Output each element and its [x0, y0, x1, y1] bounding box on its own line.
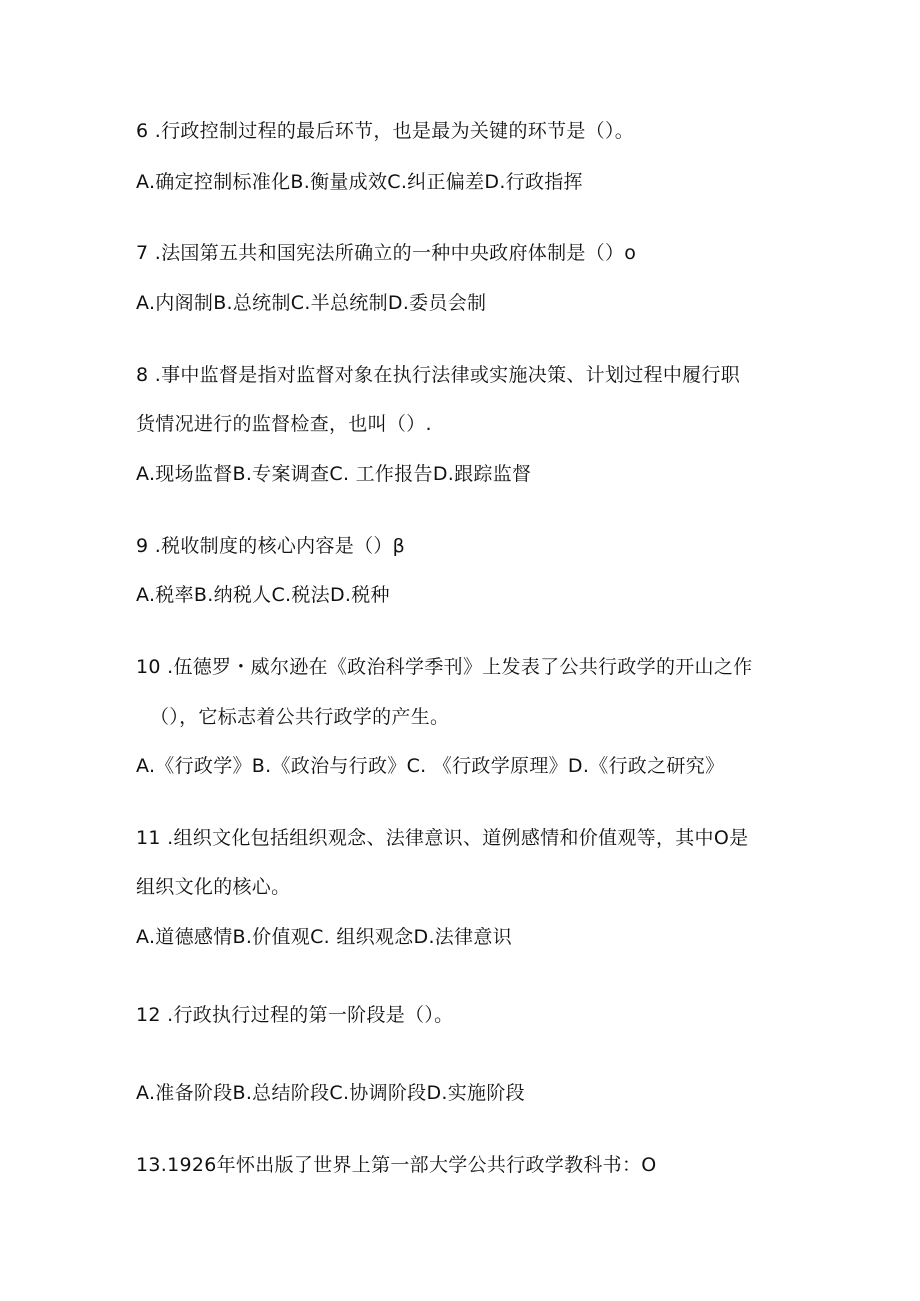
question-stem: 10 .伍德罗・威尔逊在《政治科学季刊》上发表了公共行政学的开山之作	[136, 656, 753, 678]
question-options: A.内阁制B.总统制C.半总统制D.委员会制	[136, 292, 487, 314]
question-options: A.确定控制标准化B.衡量成效C.纠正偏差D.行政指挥	[136, 171, 583, 193]
question-options: A.《行政学》B.《政治与行政》C. 《行政学原理》D.《行政之研究》	[136, 755, 725, 777]
question-stem: 8 .事中监督是指对监督对象在执行法律或实施决策、计划过程中履行职	[136, 364, 741, 386]
question-options: A.准备阶段B.总结阶段C.协调阶段D.实施阶段	[136, 1082, 525, 1104]
question-stem: 13.1926年怀出版了世界上第一部大学公共行政学教科书：O	[136, 1154, 657, 1176]
question-stem-continued: 货情况进行的监督检查，也叫（）.	[136, 413, 432, 435]
question-options: A.税率B.纳税人C.税法D.税种	[136, 584, 390, 606]
question-stem: 6 .行政控制过程的最后环节，也是最为关键的环节是（）。	[136, 120, 635, 142]
question-stem-continued: 组织文化的核心。	[136, 876, 291, 898]
question-stem: 9 .税收制度的核心内容是（）β	[136, 535, 406, 557]
question-options: A.道德感情B.价值观C. 组织观念D.法律意识	[136, 926, 512, 948]
question-stem-continued: （），它标志着公共行政学的产生。	[150, 706, 450, 728]
question-stem: 11 .组织文化包括组织观念、法律意识、道例感情和价值观等，其中O是	[136, 827, 749, 849]
question-stem: 12 .行政执行过程的第一阶段是（）。	[136, 1004, 454, 1026]
question-options: A.现场监督B.专案调查C. 工作报告D.跟踪监督	[136, 463, 532, 485]
question-stem: 7 .法国第五共和国宪法所确立的一种中央政府体制是（）o	[136, 242, 637, 264]
